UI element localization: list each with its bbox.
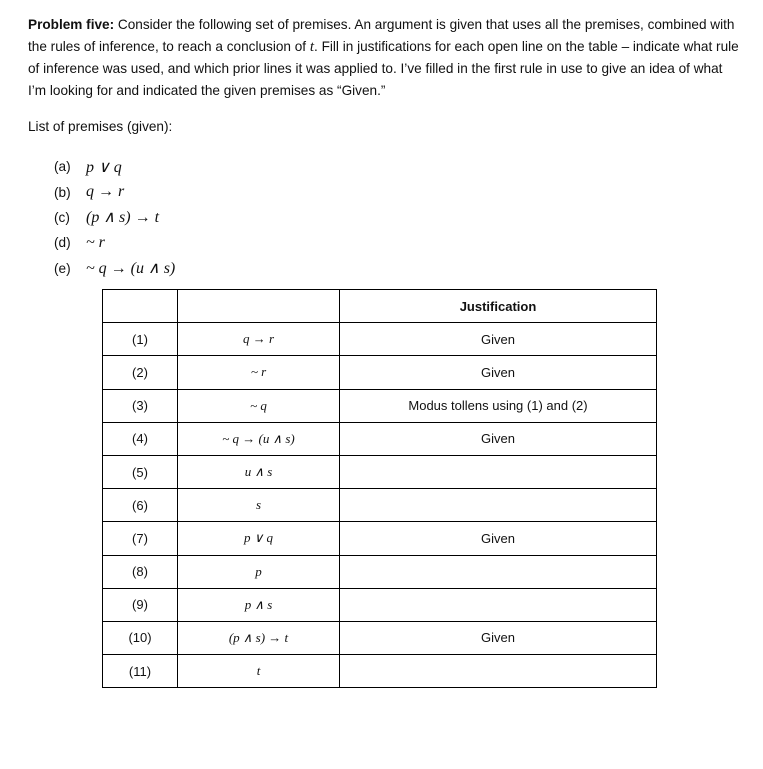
table-row	[103, 422, 657, 455]
table-row	[103, 356, 657, 389]
table-row	[103, 489, 657, 522]
justification-empty[interactable]	[340, 655, 657, 688]
table-row	[103, 588, 657, 621]
premise-e	[54, 256, 175, 281]
premise-label: (d)	[54, 235, 71, 251]
justification: Given	[340, 621, 657, 654]
proof-table	[102, 289, 657, 688]
premise-formula: ~ q → (u ∧ s)	[86, 260, 176, 278]
line-number: (11)	[103, 655, 178, 688]
line-number: (9)	[103, 588, 178, 621]
line-number: (3)	[103, 389, 178, 422]
line-number: (7)	[103, 522, 178, 555]
justification: Given	[340, 522, 657, 555]
problem-statement	[28, 14, 743, 101]
table-row	[103, 621, 657, 654]
premise-formula: (p ∧ s) → t	[86, 209, 160, 227]
line-number: (2)	[103, 356, 178, 389]
premise-b	[54, 179, 175, 204]
statement: p ∧ s	[178, 588, 340, 621]
premise-a	[54, 154, 175, 179]
table-row	[103, 655, 657, 688]
header-line-cell	[103, 290, 178, 323]
problem-t-symbol: t	[309, 38, 315, 55]
statement: t	[178, 655, 340, 688]
premise-label: (e)	[54, 260, 71, 276]
premise-formula: p ∨ q	[86, 158, 122, 176]
premise-c	[54, 205, 175, 230]
header-statement-cell	[178, 290, 340, 323]
line-number: (4)	[103, 422, 178, 455]
justification-empty[interactable]	[340, 588, 657, 621]
line-number: (10)	[103, 621, 178, 654]
line-number: (8)	[103, 555, 178, 588]
table-header-row	[103, 290, 657, 323]
table-row	[103, 522, 657, 555]
table-row	[103, 555, 657, 588]
problem-text-part2: . Fill in justifications for each open line on the table – indicate what rule of inference was used, and which prior lines it was applied to. I’ve filled in the first rule in use to give an idea of what I’m looking for and indicated the given premises as “Given.”	[28, 38, 739, 98]
premise-label: (b)	[54, 184, 71, 200]
problem-text-part1: Consider the following set of premises. An argument is given that uses all the premises, combined with the rules of inference, to reach a conclusion of	[28, 17, 735, 54]
table-row	[103, 389, 657, 422]
justification: Given	[340, 356, 657, 389]
premise-d	[54, 230, 175, 255]
justification: Given	[340, 323, 657, 356]
justification: Modus tollens using (1) and (2)	[340, 389, 657, 422]
line-number: (6)	[103, 489, 178, 522]
header-justification-cell: Justification	[340, 290, 657, 323]
justification-empty[interactable]	[340, 455, 657, 488]
statement: u ∧ s	[178, 455, 340, 488]
premises-title: List of premises (given):	[28, 119, 173, 134]
statement: (p ∧ s) → t	[178, 621, 340, 654]
statement: q → r	[178, 323, 340, 356]
statement: p ∨ q	[178, 522, 340, 555]
table-row	[103, 323, 657, 356]
table-row	[103, 455, 657, 488]
premise-label: (c)	[54, 209, 70, 225]
line-number: (5)	[103, 455, 178, 488]
justification-empty[interactable]	[340, 489, 657, 522]
problem-heading: Problem five:	[28, 17, 115, 32]
statement: ~ r	[178, 356, 340, 389]
line-number: (1)	[103, 323, 178, 356]
premise-formula: ~ r	[86, 233, 105, 251]
statement: p	[178, 555, 340, 588]
statement: s	[178, 489, 340, 522]
statement: ~ q	[178, 389, 340, 422]
justification-empty[interactable]	[340, 555, 657, 588]
premise-formula: q → r	[86, 183, 125, 201]
premises-list	[54, 154, 175, 281]
justification: Given	[340, 422, 657, 455]
premise-label: (a)	[54, 159, 71, 175]
statement: ~ q → (u ∧ s)	[178, 422, 340, 455]
